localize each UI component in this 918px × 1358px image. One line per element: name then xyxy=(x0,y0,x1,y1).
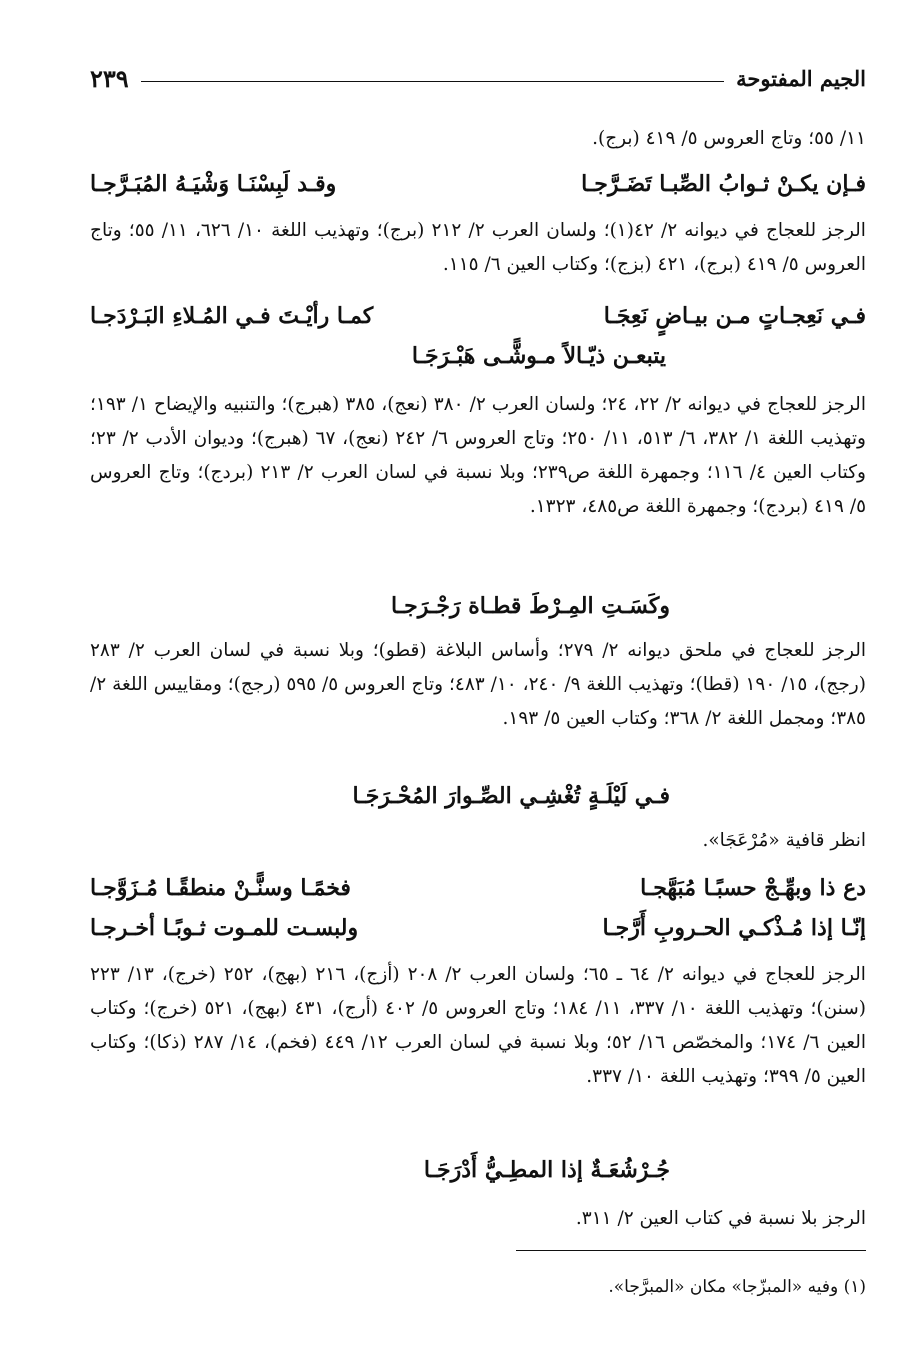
source-text: الرجز للعجاج في ديوانه ٢/ ٢٢، ٢٤؛ ولسان العرب ٢/ ٣٨٠ (نعج)، ٣٨٥ (هبرج)؛ والتنبيه والإيضاح ١/ ١٩٣؛ وتهذيب اللغة ١/ ٣٨٢، ٦/ ٥١٣، ١١/ ٢٥٠؛ وتاج العروس ٦/ ٢٤٢ (نعج)، ٦٧ (هبرج)؛ وديوان الأدب ٢/ ٢٣؛ وكتاب العين ٤/ ١١٦؛ وجمهرة اللغة ص٢٣٩؛ وبلا نسبة في لسان العرب ٢/ ٢١٣ (بردج)؛ وتاج العروس ٥/ ٤١٩ (بردج)؛ وجمهرة اللغة ص٤٨٥، ١٣٢٣. xyxy=(90,394,866,517)
hemistich-second: ولبسـت للمـوت ثـوبًـا أخـرجـا xyxy=(90,915,359,941)
hemistich-second: كمـا رأيْـتَ فـي المُـلاءِ البَـرْدَجـا xyxy=(90,303,374,329)
footnote-rule xyxy=(516,1250,866,1251)
verse-line xyxy=(90,296,866,336)
entry-4 xyxy=(90,586,866,626)
entry-5-source xyxy=(90,824,866,858)
page-header xyxy=(90,60,866,96)
hemistich-first: دع ذا وبهِّـجْ حسبًـا مُبَهَّجـا xyxy=(640,875,866,901)
verse-line xyxy=(90,868,866,908)
hemistich-second: فخمًـا وسنًّـنْ منطقًـا مُـزَوَّجـا xyxy=(90,875,351,901)
entry-3 xyxy=(90,296,866,376)
footnote: (١) وفيه «المبزّجا» مكان «المبرَّجا». xyxy=(608,1277,866,1297)
entry-5 xyxy=(90,776,866,816)
source-text: انظر قافية «مُرْعَجَا». xyxy=(702,830,866,851)
entry-6-source xyxy=(90,958,866,1094)
source-text: الرجز للعجاج في ملحق ديوانه ٢/ ٢٧٩؛ وأساس البلاغة (قطو)؛ وبلا نسبة في لسان العرب ٢/ ٢٨٣ (رجج)، ١٥/ ١٩٠ (قطا)؛ وتهذيب اللغة ٩/ ٢٤٠، ١٠/ ٤٨٣؛ وتاج العروس ٥/ ٥٩٥ (رجج)؛ ومقاييس اللغة ٢/ ٣٨٥؛ ومجمل اللغة ٢/ ٣٦٨؛ وكتاب العين ٥/ ١٩٣. xyxy=(90,640,866,729)
verse-line-single: فـي لَيْلَـةٍ تُغْشِـي الصِّـوارَ المُحْـرَجَـا xyxy=(352,783,670,809)
entry-6 xyxy=(90,868,866,948)
entry-7 xyxy=(90,1150,866,1190)
entry-2-source xyxy=(90,214,866,282)
hemistich-first: فـإن يكـنْ ثـوابُ الصِّبـا تَضَـرَّجـا xyxy=(581,171,866,197)
verse-line xyxy=(90,908,866,948)
verse-line xyxy=(90,164,866,204)
entry-7-source xyxy=(90,1202,866,1236)
entry-4-source xyxy=(90,634,866,736)
verse-line-single: يتبعـن ذيّـالاً مـوشًّـى هَبْـرَجَـا xyxy=(411,343,666,369)
source-text: الرجز بلا نسبة في كتاب العين ٢/ ٣١١. xyxy=(575,1208,866,1229)
verse-line-single: وكَسَـتِ المِـرْطَ قطـاة رَجْـرَجـا xyxy=(390,593,670,619)
header-rule xyxy=(141,81,724,82)
section-title: الجيم المفتوحة xyxy=(736,65,866,91)
hemistich-first: إنّـا إذا مُـذْكـي الحـروبِ أَرَّجـا xyxy=(602,915,866,941)
source-text: الرجز للعجاج في ديوانه ٢/ ٦٤ ـ ٦٥؛ ولسان العرب ٢/ ٢٠٨ (أزج)، ٢١٦ (بهج)، ٢٥٢ (خرج)، ١٣/ ٢٢٣ (سنن)؛ وتهذيب اللغة ١٠/ ٣٣٧، ١١/ ١٨٤؛ وتاج العروس ٥/ ٤٠٢ (أرج)، ٤٣١ (بهج)، ٥٢١ (خرج)؛ وكتاب العين ٦/ ١٧٤؛ والمخصّص ١٦/ ٥٢؛ وبلا نسبة في لسان العرب ١٢/ ٤٤٩ (فخم)، ١٤/ ٢٨٧ (ذكا)؛ وكتاب العين ٥/ ٣٩٩؛ وتهذيب اللغة ١٠/ ٣٣٧. xyxy=(90,964,867,1087)
hemistich-first: فـي نَعِجـاتٍ مـن بيـاضٍ نَعِجَـا xyxy=(603,303,866,329)
entry-2 xyxy=(90,164,866,204)
verse-line-single: جُـرْشُعَـةٌ إذا المطِـيُّ أَدْرَجَـا xyxy=(423,1157,670,1183)
entry-3-source xyxy=(90,388,866,524)
hemistich-second: وقـد لَبِسْنَـا وَشْيَـهُ المُبَـرَّجـا xyxy=(90,171,337,197)
source-text: ١١/ ٥٥؛ وتاج العروس ٥/ ٤١٩ (برج). xyxy=(592,128,866,149)
entry-1-tail xyxy=(90,122,866,156)
page-number: ٢٣٩ xyxy=(90,63,129,93)
source-text: الرجز للعجاج في ديوانه ٢/ ٤٢(١)؛ ولسان العرب ٢/ ٢١٢ (برج)؛ وتهذيب اللغة ١٠/ ٦٢٦، ١١/ ٥٥؛ وتاج العروس ٥/ ٤١٩ (برج)، ٤٢١ (بزج)؛ وكتاب العين ٦/ ١١٥. xyxy=(90,220,866,275)
